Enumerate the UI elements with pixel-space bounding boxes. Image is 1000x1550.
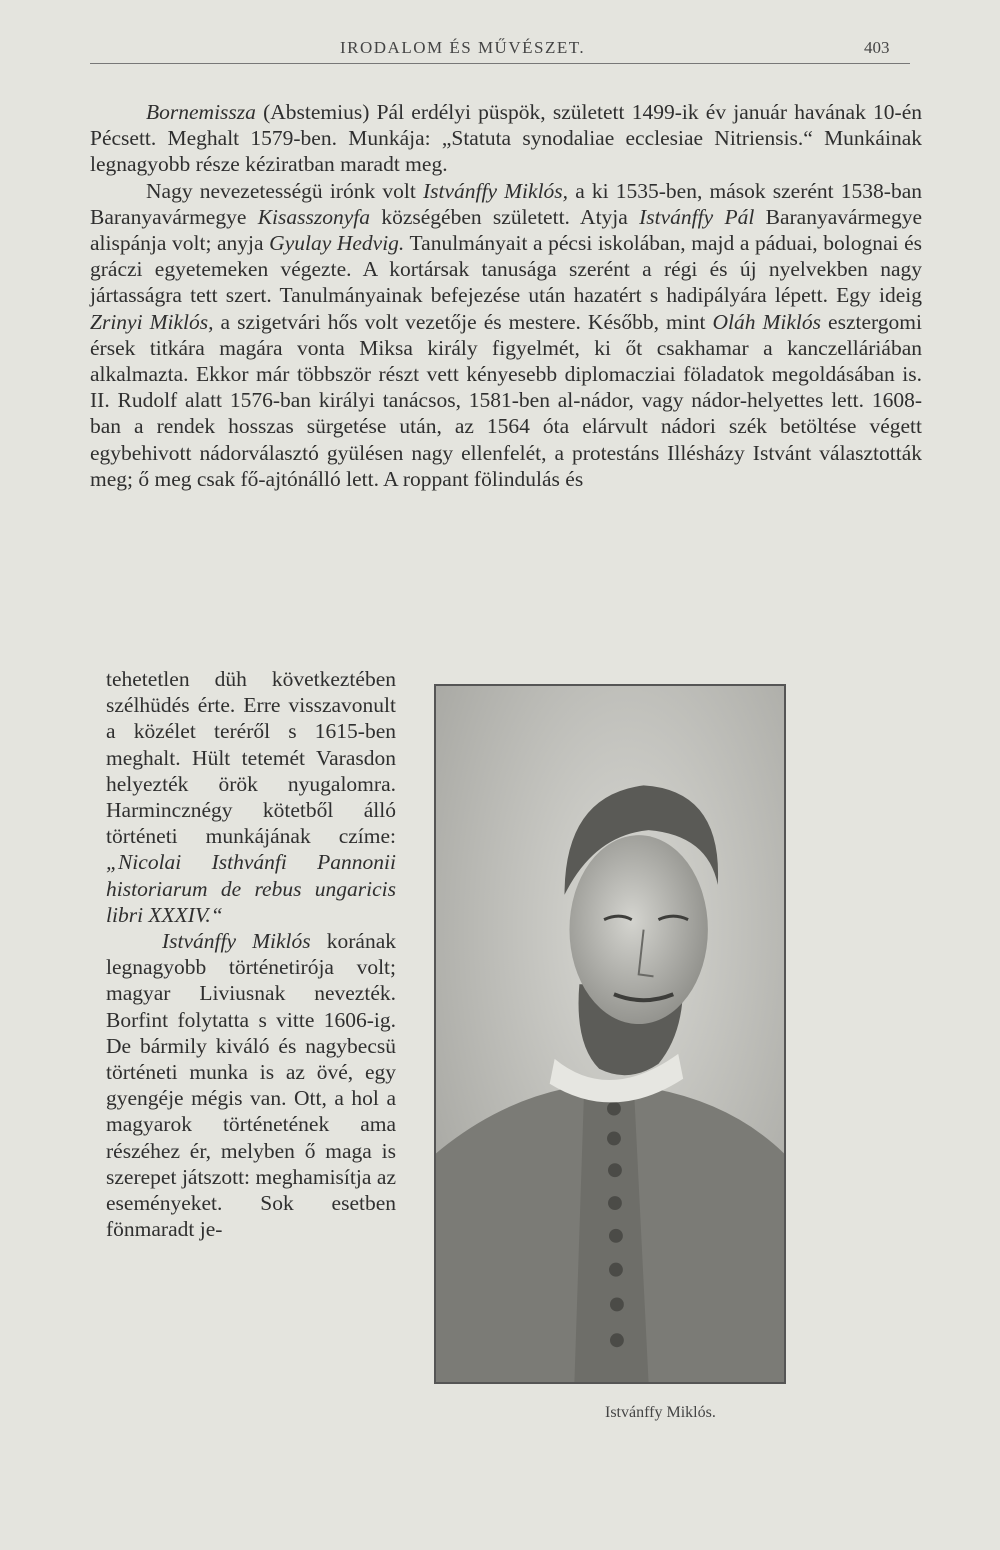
paragraph-istvanffy-intro [90, 178, 922, 492]
header-rule [90, 63, 910, 64]
italic-name: Oláh Miklós [712, 309, 822, 334]
paragraph-historian [106, 928, 396, 1242]
portrait-engraving [436, 686, 784, 1382]
page-number: 403 [864, 38, 890, 57]
italic-name: Zrinyi Miklós, [90, 309, 214, 334]
body-text-full-width [90, 99, 922, 492]
paragraph-text: tehetetlen düh következtében szélhüdés érte. Erre visszavonult a közélet teréről s 1615-ben meghalt. Hült tetemét Varasdon helyezték örök nyugalomra. Harmincznégy kötetből álló történeti munkájának czíme: [106, 667, 396, 849]
paragraph-text: esztergomi érsek titkára magára vonta Miksa király figyelmét, ki őt csakhamar a kanczelláriában alkalmazta. Ekkor már többször részt vett kényesebb diplomacziai föladatok megoldásában is. II. Rudolf alatt 1576-ban királyi tanácsos, 1581-ben al-nádor, vagy nádor-helyettes lett. 1608-ban a rendek hosszas sürgetése után, az 1564 óta elárvult nádori szék betöltése végett egybehivott nádorválasztó gyülésen nagy ellenfelét, a protestáns Illésházy Istvánt választották meg; ő meg csak fő-ajtónálló lett. A roppant fölindulás és [90, 309, 922, 491]
italic-place: Kisasszonyfa [257, 204, 371, 229]
paragraph-text: a szigetvári hős volt vezetője és mestere. Később, mint [213, 309, 713, 334]
paragraph-text: községében született. Atyja [370, 204, 640, 229]
running-header: IRODALOM ÉS MŰVÉSZET. [340, 38, 586, 57]
italic-name: Bornemissza [146, 100, 256, 124]
italic-name: Istvánffy Miklós, [422, 178, 569, 203]
paragraph-text: (Abstemius) Pál erdélyi püspök, született 1499-ik év január havának 10-én Pécsett. Meghalt 1579-ben. Munkája: „Statuta synodaliae ecclesiae Nitriensis.“ Munkáinak legnagyobb része kéziratban maradt meg. [90, 100, 922, 177]
italic-book-title: „Nicolai Isthvánfi Pannonii historiarum de rebus ungaricis libri XXXIV.“ [106, 850, 396, 927]
paragraph-text: a ki 1535-ben, mások szerént 1538-ban Baranyavármegye [90, 178, 922, 229]
portrait-image [434, 684, 786, 1384]
paragraph-text: Tanulmányait a pécsi iskolában, majd a páduai, bolognai és gráczi egyetemeken végezte. A kortársak tanusága szerént a régi és új nyelvekben nagy jártasságra tett szert. Tanulmányainak befejezése után hazatért s hadipályára lépett. Egy ideig [90, 231, 922, 308]
italic-name: Istvánffy Miklós [162, 929, 311, 954]
paragraph-text: korának legnagyobb történetirója volt; magyar Liviusnak nevezték. Borfint folytatta s vitte 1606-ig. De bármily kiváló és nagybecsü történeti munka is az övé, egy gyengéje mégis van. Ott, a hol a magyarok történetének ama részéhez ér, melyben ő maga is szerepet játszott: meghamisítja az eseményeket. Sok esetben fönmaradt je- [106, 929, 396, 1242]
paragraph-text: Nagy nevezetességü irónk volt [146, 178, 423, 203]
portrait-caption: Istvánffy Miklós. [605, 1404, 716, 1421]
italic-name: Istvánffy Pál [639, 204, 755, 229]
body-text-left-column [106, 666, 396, 1242]
paragraph-bornemissza [90, 99, 922, 178]
paragraph-text: Baranyavármegye alispánja volt; anyja [90, 204, 923, 256]
paragraph-continuation [106, 666, 396, 928]
italic-name: Gyulay Hedvig. [269, 231, 405, 256]
